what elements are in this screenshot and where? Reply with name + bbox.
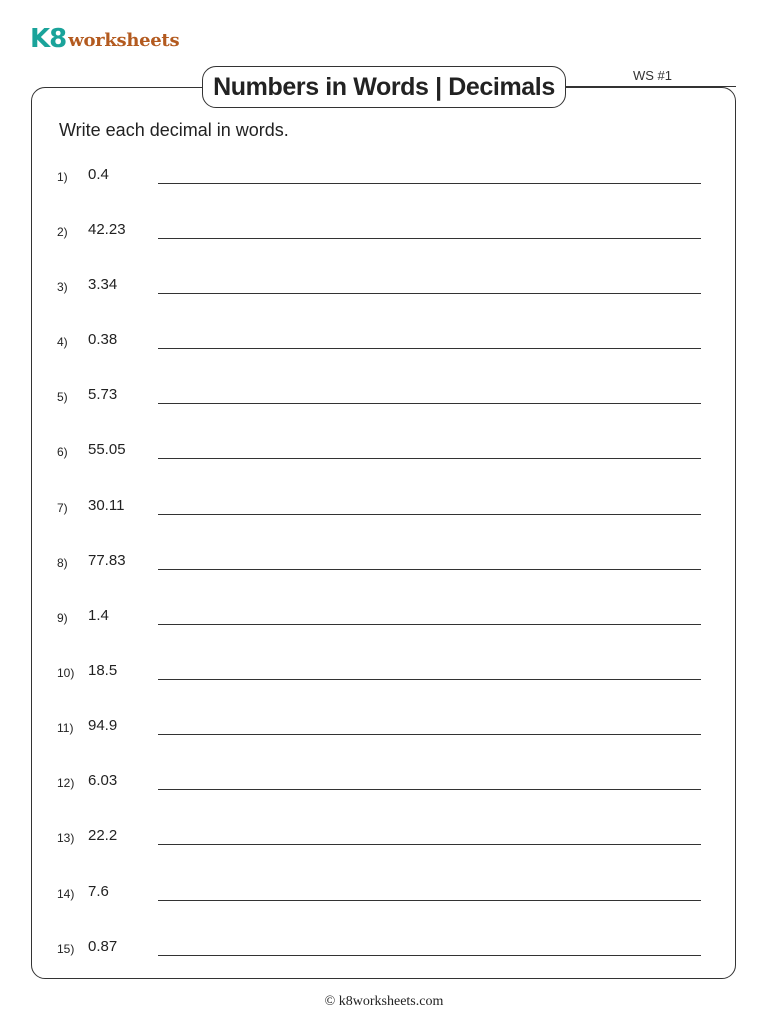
page-title: Numbers in Words | Decimals: [213, 72, 555, 101]
problem-decimal: 3.34: [88, 276, 118, 293]
problem-number: 15): [57, 942, 75, 956]
problem-decimal: 22.2: [88, 827, 118, 844]
problem-decimal: 94.9: [88, 717, 118, 734]
problem-item: [57, 770, 717, 796]
k8worksheets-logo: [30, 22, 179, 54]
problem-number: 12): [57, 776, 75, 790]
problem-number: 14): [57, 887, 75, 901]
answer-line[interactable]: [158, 293, 701, 294]
answer-line[interactable]: [158, 183, 701, 184]
instructions: Write each decimal in words.: [59, 120, 289, 140]
problem-number: 13): [57, 831, 75, 845]
problem-decimal: 6.03: [88, 772, 118, 789]
logo-worksheets-text: worksheets: [68, 30, 180, 51]
answer-line[interactable]: [158, 789, 701, 790]
problem-item: [57, 825, 717, 851]
logo-k8-text: K8: [30, 24, 67, 54]
answer-line[interactable]: [158, 569, 701, 570]
problem-number: 2): [57, 225, 68, 239]
problem-decimal: 77.83: [88, 552, 126, 569]
problem-item: [57, 219, 717, 245]
answer-line[interactable]: [158, 238, 701, 239]
problem-number: 11): [57, 721, 74, 735]
header-rule: [566, 86, 736, 87]
problem-number: 1): [57, 170, 68, 184]
problem-decimal: 30.11: [88, 497, 125, 514]
problem-decimal: 0.4: [88, 166, 109, 183]
problem-number: 5): [57, 390, 68, 404]
problem-item: [57, 715, 717, 741]
answer-line[interactable]: [158, 734, 701, 735]
answer-line[interactable]: [158, 458, 701, 459]
problem-item: [57, 439, 717, 465]
problem-item: [57, 550, 717, 576]
problem-number: 4): [57, 335, 68, 349]
answer-line[interactable]: [158, 348, 701, 349]
copyright-footer: © k8worksheets.com: [324, 994, 444, 1009]
problem-decimal: 5.73: [88, 386, 118, 403]
answer-line[interactable]: [158, 955, 701, 956]
problem-item: [57, 164, 717, 190]
problem-item: [57, 881, 717, 907]
problem-number: 9): [57, 611, 68, 625]
answer-line[interactable]: [158, 844, 701, 845]
problem-item: [57, 329, 717, 355]
answer-line[interactable]: [158, 514, 701, 515]
problem-number: 6): [57, 445, 68, 459]
worksheet-number: WS #1: [633, 68, 673, 83]
answer-line[interactable]: [158, 900, 701, 901]
problem-decimal: 42.23: [88, 221, 126, 238]
problem-number: 3): [57, 280, 68, 294]
problem-item: [57, 384, 717, 410]
problem-item: [57, 605, 717, 631]
problem-decimal: 1.4: [88, 607, 109, 624]
answer-line[interactable]: [158, 403, 701, 404]
problem-item: [57, 936, 717, 962]
problem-item: [57, 495, 717, 521]
title-box: [202, 66, 566, 108]
problem-number: 10): [57, 666, 75, 680]
problem-item: [57, 274, 717, 300]
problem-decimal: 0.38: [88, 331, 118, 348]
problem-decimal: 7.6: [88, 883, 109, 900]
answer-line[interactable]: [158, 624, 701, 625]
problem-decimal: 55.05: [88, 441, 126, 458]
problem-decimal: 18.5: [88, 662, 118, 679]
problem-decimal: 0.87: [88, 938, 118, 955]
answer-line[interactable]: [158, 679, 701, 680]
problem-number: 7): [57, 501, 68, 515]
problem-item: [57, 660, 717, 686]
problem-number: 8): [57, 556, 68, 570]
